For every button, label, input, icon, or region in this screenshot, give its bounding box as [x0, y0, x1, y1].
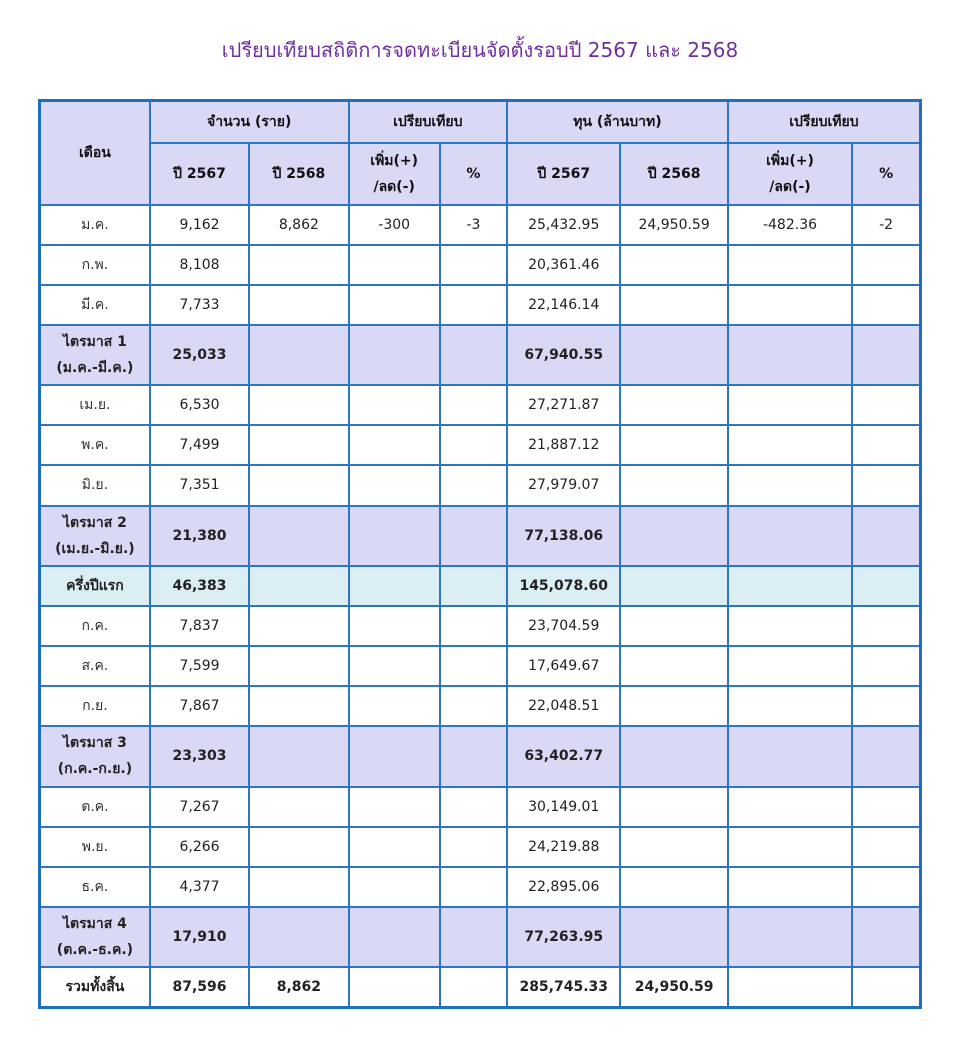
cell-count-percent — [440, 425, 507, 465]
cell-count-change — [349, 465, 440, 505]
cell-capital-change — [728, 285, 852, 325]
header-month: เดือน — [40, 101, 150, 205]
cell-count-2568 — [249, 385, 348, 425]
row-label-line1: พ.ค. — [81, 437, 109, 454]
cell-capital-2568 — [620, 787, 727, 827]
cell-count-change — [349, 245, 440, 285]
cell-count-2567: 17,910 — [150, 907, 249, 967]
cell-count-2568 — [249, 425, 348, 465]
cell-count-change — [349, 967, 440, 1007]
cell-count-percent — [440, 506, 507, 566]
row-label — [40, 325, 150, 385]
cell-count-change — [349, 325, 440, 385]
cell-capital-change — [728, 465, 852, 505]
cell-count-percent — [440, 907, 507, 967]
cell-count-change — [349, 827, 440, 867]
row-label — [40, 967, 150, 1007]
cell-capital-2567: 23,704.59 — [507, 606, 620, 646]
header-count-change-line2: /ลด(-) — [373, 178, 415, 195]
row-label-line1: ไตรมาส 4 — [62, 916, 127, 933]
table-row — [40, 867, 921, 907]
cell-capital-2568 — [620, 646, 727, 686]
cell-capital-2567: 145,078.60 — [507, 566, 620, 606]
row-label-line2: (ม.ค.-มี.ค.) — [56, 360, 134, 377]
cell-count-2568 — [249, 465, 348, 505]
cell-count-2567: 7,733 — [150, 285, 249, 325]
cell-count-2567: 25,033 — [150, 325, 249, 385]
cell-capital-percent — [852, 465, 920, 505]
cell-count-2568 — [249, 506, 348, 566]
cell-count-change — [349, 566, 440, 606]
row-label-line1: ก.ค. — [81, 617, 109, 634]
header-count-2567: ปี 2567 — [150, 143, 249, 205]
cell-count-percent — [440, 967, 507, 1007]
statistics-table — [38, 99, 922, 1009]
row-label — [40, 686, 150, 726]
cell-capital-2567: 24,219.88 — [507, 827, 620, 867]
cell-count-percent — [440, 285, 507, 325]
row-label-line1: รวมทั้งสิ้น — [65, 979, 125, 996]
cell-count-percent — [440, 686, 507, 726]
cell-count-2568 — [249, 245, 348, 285]
cell-capital-2567: 67,940.55 — [507, 325, 620, 385]
header-compare-capital: เปรียบเทียบ — [728, 101, 921, 143]
cell-capital-percent — [852, 506, 920, 566]
cell-capital-percent — [852, 425, 920, 465]
row-label-line2: (ต.ค.-ธ.ค.) — [56, 942, 134, 959]
cell-capital-change — [728, 425, 852, 465]
header-capital-change-line1: เพิ่ม(+) — [766, 152, 814, 169]
table-row — [40, 425, 921, 465]
cell-capital-percent — [852, 967, 920, 1007]
cell-count-2568 — [249, 907, 348, 967]
row-label — [40, 506, 150, 566]
cell-count-percent — [440, 726, 507, 786]
cell-capital-percent — [852, 285, 920, 325]
cell-capital-change: -482.36 — [728, 205, 852, 245]
cell-capital-2568 — [620, 465, 727, 505]
cell-count-percent — [440, 646, 507, 686]
cell-capital-percent — [852, 827, 920, 867]
header-capital-2567: ปี 2567 — [507, 143, 620, 205]
row-label-line1: ไตรมาส 1 — [62, 334, 127, 351]
row-label-line1: พ.ย. — [81, 838, 109, 855]
cell-count-2568 — [249, 686, 348, 726]
quarter-row — [40, 506, 921, 566]
cell-capital-percent — [852, 646, 920, 686]
cell-count-change — [349, 686, 440, 726]
table-row — [40, 606, 921, 646]
cell-capital-change — [728, 646, 852, 686]
cell-count-2567: 21,380 — [150, 506, 249, 566]
row-label-line1: ครึ่งปีแรก — [66, 577, 124, 594]
cell-capital-percent — [852, 787, 920, 827]
cell-count-change — [349, 646, 440, 686]
row-label-line1: มี.ค. — [81, 296, 109, 313]
cell-capital-2568 — [620, 566, 727, 606]
row-label-line2: (ก.ค.-ก.ย.) — [57, 761, 133, 778]
cell-count-percent — [440, 385, 507, 425]
quarter-row — [40, 726, 921, 786]
cell-count-change — [349, 506, 440, 566]
row-label-line1: ไตรมาส 3 — [62, 735, 127, 752]
table-row — [40, 245, 921, 285]
cell-capital-change — [728, 566, 852, 606]
cell-count-percent — [440, 245, 507, 285]
cell-capital-change — [728, 967, 852, 1007]
cell-capital-2568 — [620, 827, 727, 867]
cell-capital-2567: 21,887.12 — [507, 425, 620, 465]
cell-capital-2567: 27,979.07 — [507, 465, 620, 505]
cell-capital-2567: 77,263.95 — [507, 907, 620, 967]
row-label — [40, 726, 150, 786]
row-label — [40, 566, 150, 606]
header-capital-group: ทุน (ล้านบาท) — [507, 101, 728, 143]
cell-capital-percent — [852, 606, 920, 646]
row-label-line1: ส.ค. — [81, 658, 109, 675]
cell-count-2567: 7,599 — [150, 646, 249, 686]
cell-count-change: -300 — [349, 205, 440, 245]
cell-capital-percent — [852, 686, 920, 726]
cell-capital-2567: 285,745.33 — [507, 967, 620, 1007]
cell-capital-2567: 63,402.77 — [507, 726, 620, 786]
cell-count-percent — [440, 867, 507, 907]
cell-count-2567: 7,837 — [150, 606, 249, 646]
cell-capital-percent — [852, 907, 920, 967]
cell-count-percent — [440, 325, 507, 385]
cell-count-2568: 8,862 — [249, 967, 348, 1007]
cell-count-change — [349, 907, 440, 967]
row-label-line1: มิ.ย. — [81, 477, 109, 494]
cell-count-2567: 9,162 — [150, 205, 249, 245]
cell-count-2568 — [249, 726, 348, 786]
row-label — [40, 646, 150, 686]
header-count-group: จำนวน (ราย) — [150, 101, 349, 143]
cell-count-change — [349, 385, 440, 425]
cell-count-2567: 4,377 — [150, 867, 249, 907]
cell-capital-2568 — [620, 867, 727, 907]
cell-capital-2568 — [620, 506, 727, 566]
cell-count-2568 — [249, 867, 348, 907]
cell-count-percent — [440, 566, 507, 606]
cell-count-2568 — [249, 325, 348, 385]
page-title: เปรียบเทียบสถิติการจดทะเบียนจัดตั้งรอบปี 2567 และ 2568 — [221, 38, 739, 62]
cell-capital-2567: 25,432.95 — [507, 205, 620, 245]
row-label — [40, 827, 150, 867]
row-label — [40, 787, 150, 827]
cell-count-2567: 6,266 — [150, 827, 249, 867]
cell-capital-percent — [852, 867, 920, 907]
cell-capital-change — [728, 686, 852, 726]
cell-capital-2568 — [620, 425, 727, 465]
row-label-line1: ต.ค. — [81, 798, 109, 815]
cell-capital-2567: 20,361.46 — [507, 245, 620, 285]
cell-count-2567: 6,530 — [150, 385, 249, 425]
cell-count-2567: 7,867 — [150, 686, 249, 726]
cell-count-change — [349, 606, 440, 646]
cell-capital-2568 — [620, 285, 727, 325]
cell-capital-2567: 17,649.67 — [507, 646, 620, 686]
row-label — [40, 205, 150, 245]
cell-capital-2568 — [620, 726, 727, 786]
table-row — [40, 787, 921, 827]
cell-capital-percent — [852, 566, 920, 606]
header-count-2568: ปี 2568 — [249, 143, 348, 205]
row-label — [40, 606, 150, 646]
cell-count-2567: 7,351 — [150, 465, 249, 505]
cell-count-2567: 23,303 — [150, 726, 249, 786]
cell-count-percent — [440, 827, 507, 867]
row-label-line1: ธ.ค. — [81, 878, 109, 895]
row-label-line1: ม.ค. — [81, 216, 109, 233]
cell-count-2568 — [249, 646, 348, 686]
cell-count-2567: 87,596 — [150, 967, 249, 1007]
header-compare-count: เปรียบเทียบ — [349, 101, 508, 143]
cell-capital-2567: 77,138.06 — [507, 506, 620, 566]
cell-capital-change — [728, 827, 852, 867]
row-label — [40, 907, 150, 967]
cell-capital-change — [728, 245, 852, 285]
header-capital-2568: ปี 2568 — [620, 143, 727, 205]
cell-count-2567: 46,383 — [150, 566, 249, 606]
cell-capital-2568: 24,950.59 — [620, 967, 727, 1007]
cell-capital-2567: 27,271.87 — [507, 385, 620, 425]
cell-capital-change — [728, 787, 852, 827]
cell-capital-change — [728, 606, 852, 646]
cell-count-change — [349, 425, 440, 465]
cell-count-change — [349, 787, 440, 827]
cell-count-2568 — [249, 566, 348, 606]
row-label-line1: ไตรมาส 2 — [62, 514, 127, 531]
cell-capital-change — [728, 907, 852, 967]
header-capital-change — [728, 143, 852, 205]
cell-capital-2568 — [620, 686, 727, 726]
cell-capital-percent — [852, 726, 920, 786]
cell-count-2567: 7,267 — [150, 787, 249, 827]
cell-capital-percent: -2 — [852, 205, 920, 245]
cell-capital-change — [728, 506, 852, 566]
cell-count-change — [349, 285, 440, 325]
cell-count-percent: -3 — [440, 205, 507, 245]
cell-capital-percent — [852, 245, 920, 285]
quarter-row — [40, 907, 921, 967]
table-row — [40, 827, 921, 867]
row-label-line2: (เม.ย.-มิ.ย.) — [55, 540, 135, 557]
cell-capital-2568 — [620, 325, 727, 385]
cell-count-percent — [440, 787, 507, 827]
cell-capital-percent — [852, 325, 920, 385]
cell-count-2568: 8,862 — [249, 205, 348, 245]
row-label — [40, 245, 150, 285]
row-label-line1: ก.พ. — [81, 256, 109, 273]
cell-capital-percent — [852, 385, 920, 425]
cell-count-change — [349, 726, 440, 786]
row-label — [40, 425, 150, 465]
cell-count-2568 — [249, 285, 348, 325]
table-row — [40, 205, 921, 245]
cell-capital-2567: 22,048.51 — [507, 686, 620, 726]
header-count-percent: % — [440, 143, 507, 205]
header-count-change-line1: เพิ่ม(+) — [370, 152, 419, 169]
table-row — [40, 385, 921, 425]
table-row — [40, 686, 921, 726]
row-label — [40, 867, 150, 907]
cell-count-change — [349, 867, 440, 907]
cell-capital-2568 — [620, 385, 727, 425]
header-capital-change-line2: /ลด(-) — [769, 178, 811, 195]
cell-capital-2568 — [620, 907, 727, 967]
row-label — [40, 465, 150, 505]
quarter-row — [40, 325, 921, 385]
table-row — [40, 646, 921, 686]
row-label-line1: เม.ย. — [79, 397, 111, 414]
header-capital-percent: % — [852, 143, 920, 205]
cell-count-2568 — [249, 827, 348, 867]
half-row — [40, 566, 921, 606]
cell-count-2567: 7,499 — [150, 425, 249, 465]
row-label-line1: ก.ย. — [82, 698, 108, 715]
header-count-change — [349, 143, 440, 205]
cell-capital-2567: 22,146.14 — [507, 285, 620, 325]
row-label — [40, 285, 150, 325]
cell-count-2567: 8,108 — [150, 245, 249, 285]
row-label — [40, 385, 150, 425]
cell-count-percent — [440, 606, 507, 646]
cell-capital-2568 — [620, 606, 727, 646]
cell-capital-change — [728, 325, 852, 385]
cell-count-2568 — [249, 787, 348, 827]
cell-count-2568 — [249, 606, 348, 646]
cell-capital-change — [728, 867, 852, 907]
cell-capital-change — [728, 385, 852, 425]
cell-capital-change — [728, 726, 852, 786]
cell-capital-2567: 22,895.06 — [507, 867, 620, 907]
cell-capital-2567: 30,149.01 — [507, 787, 620, 827]
cell-capital-2568: 24,950.59 — [620, 205, 727, 245]
cell-count-percent — [440, 465, 507, 505]
table-row — [40, 285, 921, 325]
cell-capital-2568 — [620, 245, 727, 285]
table-row — [40, 465, 921, 505]
total-row — [40, 967, 921, 1007]
